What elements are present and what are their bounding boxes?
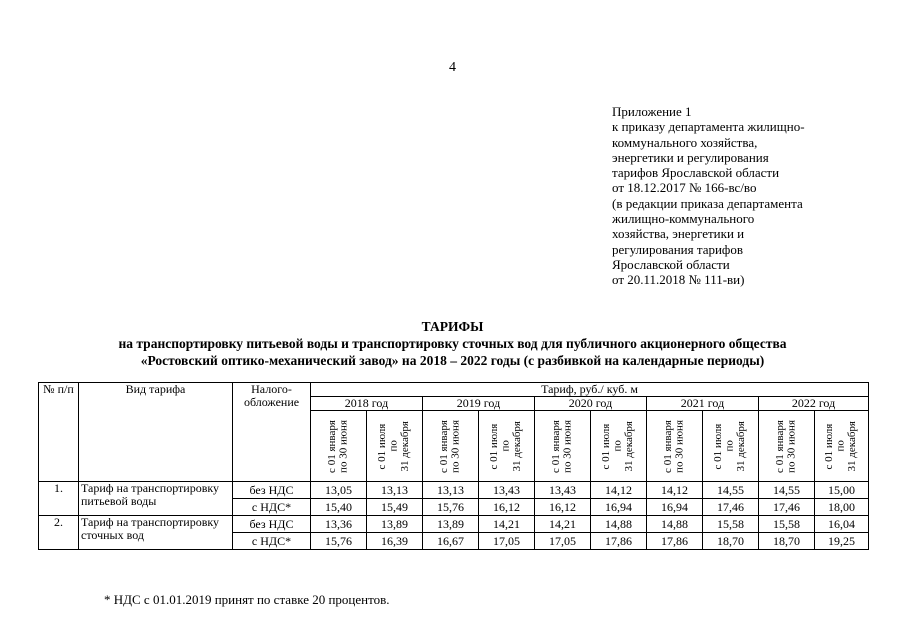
value-cell: 14,12 [591,482,647,499]
tax-cell: с НДС* [233,533,311,550]
value-cell: 17,86 [647,533,703,550]
appendix-line: к приказу департамента жилищно- [612,119,805,135]
value-cell: 15,40 [311,499,367,516]
header-year: 2019 год [423,397,535,411]
header-tax: Налого-обложение [233,383,311,482]
header-period-second-half: с 01 июля по 31 декабря [367,411,423,482]
value-cell: 14,55 [759,482,815,499]
header-period-second-half: с 01 июля по 31 декабря [703,411,759,482]
header-period-first-half: с 01 января по 30 июня [311,411,367,482]
value-cell: 15,58 [703,516,759,533]
appendix-line: тарифов Ярославской области [612,165,780,181]
header-period-second-half: с 01 июля по 31 декабря [815,411,869,482]
header-period-second-half: с 01 июля по 31 декабря [479,411,535,482]
value-cell: 17,05 [479,533,535,550]
header-year: 2021 год [647,397,759,411]
header-type: Вид тарифа [79,383,233,482]
appendix-line: от 20.11.2018 № 111-ви) [612,272,745,288]
value-cell: 16,94 [647,499,703,516]
title-line: на транспортировку питьевой воды и транспортировку сточных вод для публичного акционерного общества [118,336,787,351]
value-cell: 19,25 [815,533,869,550]
row-number: 2. [39,516,79,550]
page-number: 4 [449,60,456,75]
header-year: 2022 год [759,397,869,411]
value-cell: 13,89 [423,516,479,533]
header-num: № п/п [39,383,79,482]
value-cell: 16,94 [591,499,647,516]
value-cell: 13,43 [479,482,535,499]
value-cell: 13,13 [367,482,423,499]
appendix-block [612,104,902,288]
title-line: ТАРИФЫ [421,319,484,334]
row-name: Тариф на транспортировку питьевой воды [79,482,233,516]
value-cell: 14,88 [647,516,703,533]
value-cell: 13,43 [535,482,591,499]
value-cell: 14,88 [591,516,647,533]
value-cell: 16,12 [479,499,535,516]
tariffs-table [38,382,869,550]
value-cell: 13,13 [423,482,479,499]
appendix-line: (в редакции приказа департамента [612,195,803,211]
header-period-first-half: с 01 января по 30 июня [759,411,815,482]
value-cell: 17,46 [703,499,759,516]
value-cell: 15,00 [815,482,869,499]
tax-cell: без НДС [233,516,311,533]
value-cell: 14,12 [647,482,703,499]
value-cell: 14,21 [535,516,591,533]
value-cell: 16,04 [815,516,869,533]
value-cell: 13,36 [311,516,367,533]
value-cell: 13,05 [311,482,367,499]
tax-cell: с НДС* [233,499,311,516]
value-cell: 17,46 [759,499,815,516]
value-cell: 18,00 [815,499,869,516]
appendix-line: от 18.12.2017 № 166-вс/во [612,180,757,196]
header-year: 2020 год [535,397,647,411]
appendix-line: хозяйства, энергетики и [612,226,745,242]
document-title [0,318,905,369]
header-period-first-half: с 01 января по 30 июня [535,411,591,482]
value-cell: 15,49 [367,499,423,516]
value-cell: 14,21 [479,516,535,533]
value-cell: 15,76 [311,533,367,550]
value-cell: 16,12 [535,499,591,516]
tax-cell: без НДС [233,482,311,499]
appendix-line: коммунального хозяйства, [612,134,758,150]
value-cell: 16,39 [367,533,423,550]
header-period-first-half: с 01 января по 30 июня [423,411,479,482]
value-cell: 13,89 [367,516,423,533]
table-row [39,482,869,499]
value-cell: 18,70 [759,533,815,550]
header-tariff: Тариф, руб./ куб. м [311,383,869,397]
value-cell: 15,58 [759,516,815,533]
appendix-line: Ярославской области [612,256,730,272]
title-line: «Ростовский оптико-механический завод» на 2018 – 2022 годы (с разбивкой на календарные периоды) [140,353,765,368]
value-cell: 15,76 [423,499,479,516]
row-name: Тариф на транспортировку сточных вод [79,516,233,550]
header-year: 2018 год [311,397,423,411]
value-cell: 17,86 [591,533,647,550]
value-cell: 14,55 [703,482,759,499]
table-row [39,516,869,533]
value-cell: 18,70 [703,533,759,550]
appendix-line: энергетики и регулирования [612,149,769,165]
header-period-second-half: с 01 июля по 31 декабря [591,411,647,482]
header-period-first-half: с 01 января по 30 июня [647,411,703,482]
appendix-line: Приложение 1 [612,104,692,119]
appendix-line: регулирования тарифов [612,241,743,257]
footnote: * НДС с 01.01.2019 принят по ставке 20 процентов. [104,592,390,607]
row-number: 1. [39,482,79,516]
value-cell: 17,05 [535,533,591,550]
appendix-line: жилищно-коммунального [612,211,755,227]
value-cell: 16,67 [423,533,479,550]
